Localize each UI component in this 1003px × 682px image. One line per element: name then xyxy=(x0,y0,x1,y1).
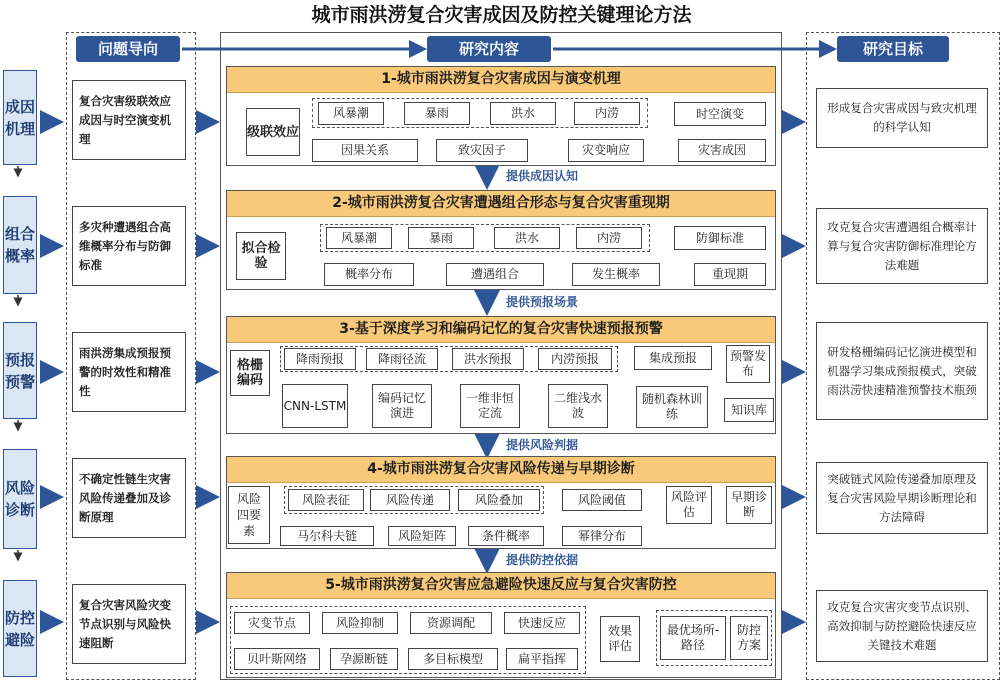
s5-risk-suppression: 风险抑制 xyxy=(322,612,398,634)
s5-optimal-site-route: 最优场所-路径 xyxy=(660,616,726,660)
question-5: 复合灾害风险灾变节点识别与风险快速阻断 xyxy=(72,584,186,664)
question-4: 不确定性链生灾害风险传递叠加及诊断原理 xyxy=(72,458,186,538)
s1-rainstorm: 暴雨 xyxy=(404,102,470,125)
s5-prevention-plan: 防控方案 xyxy=(730,616,768,660)
sidebar-forecast: 预报预警 xyxy=(3,322,37,419)
s4-power-law: 幂律分布 xyxy=(562,526,642,546)
s1-waterlogging: 内涝 xyxy=(574,102,640,125)
section-4-title: 4-城市雨洪涝复合灾害风险传递与早期诊断 xyxy=(227,457,775,483)
s3-encoding-memory: 编码记忆演进 xyxy=(372,384,432,428)
s4-risk-characterization: 风险表征 xyxy=(288,489,364,511)
s4-risk-threshold: 风险阈值 xyxy=(562,489,642,511)
s1-causality: 因果关系 xyxy=(312,139,418,162)
s3-ensemble-forecast: 集成预报 xyxy=(634,346,712,370)
s1-label-box: 级联效应 xyxy=(246,108,300,156)
s4-label-box: 风险四要素 xyxy=(228,486,270,544)
s3-random-forest: 随机森林训练 xyxy=(636,386,708,428)
header-goal: 研究目标 xyxy=(837,36,949,62)
header-problem: 问题导向 xyxy=(76,36,180,62)
s5-source-chain-break: 孕源断链 xyxy=(330,648,398,670)
goal-4: 突破链式风险传递叠加原理及复合灾害风险早期诊断理论和方法障碍 xyxy=(816,462,988,534)
page-title: 城市雨洪涝复合灾害成因及防控关键理论方法 xyxy=(311,4,692,26)
s5-quick-response: 快速反应 xyxy=(504,612,580,634)
s2-waterlogging: 内涝 xyxy=(576,227,642,249)
section-5-title: 5-城市雨洪涝复合灾害应急避险快速反应与复合灾害防控 xyxy=(227,573,775,599)
section-3-title: 3-基于深度学习和编码记忆的复合灾害快速预报预警 xyxy=(227,317,775,343)
sidebar-risk: 风险诊断 xyxy=(3,449,37,549)
sidebar-cause: 成因机理 xyxy=(3,70,37,165)
s3-2d-shallow-water: 二维浅水波 xyxy=(548,384,608,428)
s4-risk-superposition: 风险叠加 xyxy=(458,489,540,511)
goal-2: 攻克复合灾害遭遇组合概率计算与复合灾害防御标准理论方法难题 xyxy=(816,208,988,284)
s2-probability-dist: 概率分布 xyxy=(324,263,414,286)
s4-conditional-prob: 条件概率 xyxy=(468,526,544,546)
s3-warning-release: 预警发布 xyxy=(726,345,770,383)
s3-cnn-lstm: CNN-LSTM xyxy=(282,384,348,428)
question-1: 复合灾害级联效应成因与时空演变机理 xyxy=(72,80,186,160)
s4-early-diagnosis: 早期诊断 xyxy=(726,486,772,524)
question-3: 雨洪涝集成预报预警的时效性和精准性 xyxy=(72,332,186,412)
s5-multi-objective: 多目标模型 xyxy=(408,648,498,670)
goal-1: 形成复合灾害成因与致灾机理的科学认知 xyxy=(816,88,988,148)
s4-risk-assessment: 风险评估 xyxy=(666,486,712,524)
s2-label-box: 拟合检验 xyxy=(236,232,286,280)
s2-return-period: 重现期 xyxy=(694,263,766,286)
s3-1d-unsteady-flow: 一维非恒定流 xyxy=(460,384,520,428)
s1-hazard-factor: 致灾因子 xyxy=(436,139,528,162)
provide-label-2: 提供预报场景 xyxy=(506,295,579,309)
section-2-title: 2-城市雨洪涝复合灾害遭遇组合形态与复合灾害重现期 xyxy=(227,191,775,217)
s2-defense-standard: 防御标准 xyxy=(674,226,766,250)
s4-risk-transfer: 风险传递 xyxy=(370,489,450,511)
s4-markov-chain: 马尔科夫链 xyxy=(280,526,374,546)
s5-resource-allocation: 资源调配 xyxy=(410,612,492,634)
s1-disaster-cause: 灾害成因 xyxy=(678,139,766,162)
s1-disaster-response: 灾变响应 xyxy=(568,139,644,162)
sidebar-probability: 组合概率 xyxy=(3,196,37,294)
s4-risk-matrix: 风险矩阵 xyxy=(388,526,456,546)
provide-label-1: 提供成因认知 xyxy=(506,169,579,183)
s2-flood: 洪水 xyxy=(494,227,560,249)
s3-flood-forecast: 洪水预报 xyxy=(452,348,524,370)
s3-knowledge-base: 知识库 xyxy=(724,398,774,422)
s2-encounter-combo: 遭遇组合 xyxy=(446,263,544,286)
s5-effect-eval: 效果评估 xyxy=(600,616,640,662)
question-2: 多灾种遭遇组合高维概率分布与防御标准 xyxy=(72,206,186,286)
s5-flat-command: 扁平指挥 xyxy=(506,648,578,670)
s3-rain-forecast: 降雨预报 xyxy=(284,348,356,370)
s2-occurrence-prob: 发生概率 xyxy=(572,263,660,286)
goal-3: 研发格栅编码记忆演进模型和机器学习集成预报模式，突破雨洪涝快速精准预警技术瓶颈 xyxy=(816,322,988,420)
s5-disaster-node: 灾变节点 xyxy=(234,612,310,634)
provide-label-3: 提供风险判据 xyxy=(506,438,579,452)
s1-spatiotemporal: 时空演变 xyxy=(674,102,766,126)
s1-flood: 洪水 xyxy=(490,102,556,125)
sidebar-prevention: 防控避险 xyxy=(3,580,37,677)
s2-rainstorm: 暴雨 xyxy=(408,227,474,249)
goal-5: 攻克复合灾害灾变节点识别、高效抑制与防控避险快速反应关键技术难题 xyxy=(816,590,988,662)
section-1-title: 1-城市雨洪涝复合灾害成因与演变机理 xyxy=(227,67,775,93)
s5-bayesian-network: 贝叶斯网络 xyxy=(234,648,320,670)
provide-label-4: 提供防控依据 xyxy=(506,553,579,567)
s3-rain-runoff: 降雨径流 xyxy=(366,348,438,370)
s3-label-box: 格栅编码 xyxy=(230,350,270,396)
s2-storm-surge: 风暴潮 xyxy=(326,227,392,249)
s3-waterlog-forecast: 内涝预报 xyxy=(538,348,612,370)
s1-storm-surge: 风暴潮 xyxy=(318,102,384,125)
header-content: 研究内容 xyxy=(427,36,551,62)
